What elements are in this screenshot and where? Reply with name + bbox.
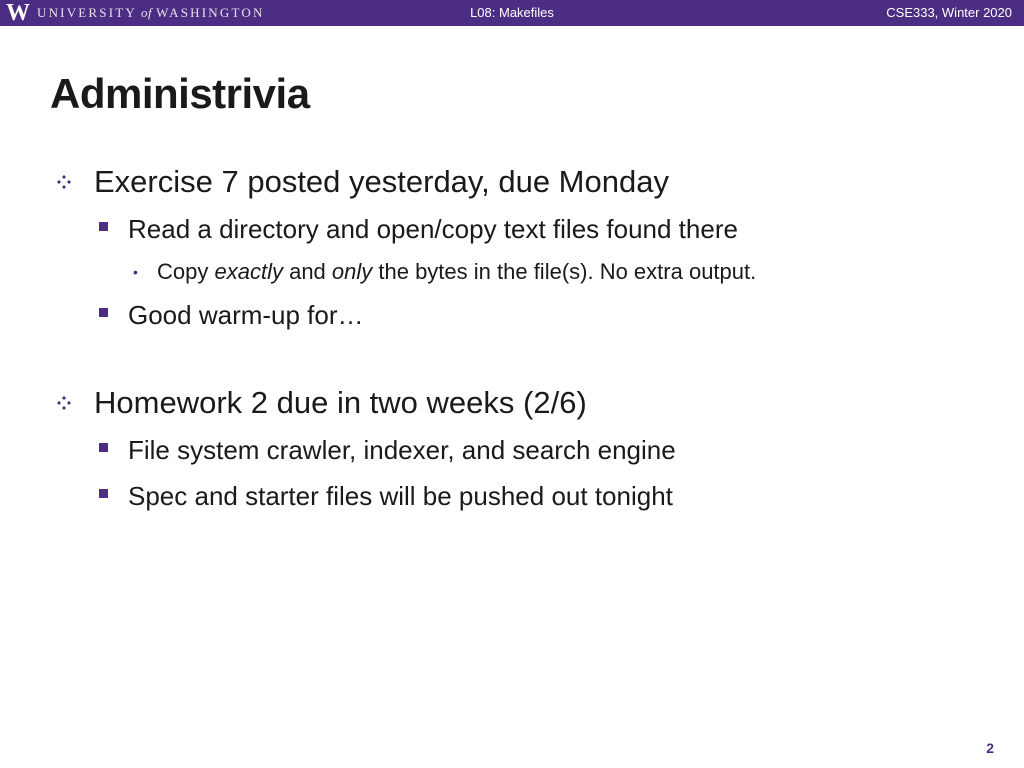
bullet-text: Homework 2 due in two weeks (2/6)	[94, 385, 587, 420]
four-diamond-bullet-icon	[56, 395, 72, 411]
uw-w-logo-icon: W	[6, 0, 29, 26]
four-diamond-bullet-icon	[56, 174, 72, 190]
bullet-text: Read a directory and open/copy text files found there	[128, 214, 738, 244]
bullet-text: Copy exactly and only the bytes in the file(s). No extra output.	[157, 259, 757, 284]
university-wordmark: UNIVERSITY of WASHINGTON	[37, 5, 265, 20]
square-bullet-icon	[99, 489, 108, 498]
square-bullet-icon	[99, 308, 108, 317]
dot-bullet-icon: •	[133, 264, 138, 280]
square-bullet-icon	[99, 443, 108, 452]
slide-title: Administrivia	[50, 70, 310, 117]
bullet-text: File system crawler, indexer, and search engine	[128, 435, 676, 465]
square-bullet-icon	[99, 222, 108, 231]
lecture-title: L08: Makefiles	[470, 5, 554, 20]
bullet-text: Exercise 7 posted yesterday, due Monday	[94, 164, 669, 199]
bullet-text: Good warm-up for…	[128, 300, 364, 330]
bullet-text: Spec and starter files will be pushed out tonight	[128, 481, 673, 511]
course-name: CSE333, Winter 2020	[886, 5, 1012, 20]
page-number: 2	[986, 740, 994, 756]
